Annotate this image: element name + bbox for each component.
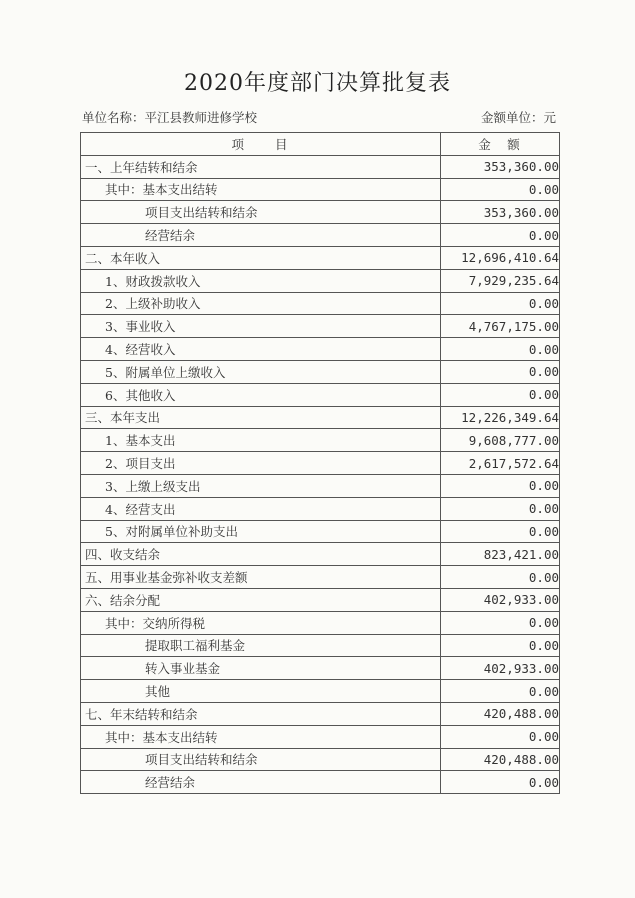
table-row [81,224,560,247]
row-item-label: 二、本年收入 [85,250,161,266]
row-item-label: 五、用事业基金弥补收支差额 [85,570,248,586]
row-item-label: 其中：交纳所得税 [105,615,206,631]
row-item-cell [81,680,441,703]
row-item-cell [81,224,441,247]
budget-approval-table [80,132,560,794]
table-row [81,383,560,406]
row-item-label: 4、经营收入 [105,342,176,358]
row-item-label: 提取职工福利基金 [145,638,246,654]
row-amount: 353,360.00 [441,155,560,178]
row-amount: 0.00 [441,680,560,703]
table-row [81,771,560,794]
row-amount: 0.00 [441,634,560,657]
row-item-label: 七、年末结转和结余 [85,706,198,722]
table-header-row [81,133,560,156]
row-item-cell [81,657,441,680]
row-item-cell [81,771,441,794]
row-amount: 0.00 [441,725,560,748]
row-item-cell [81,543,441,566]
table-row [81,155,560,178]
row-item-label: 5、附属单位上缴收入 [105,364,226,380]
row-item-label: 三、本年支出 [85,410,161,426]
table-row [81,292,560,315]
table-row [81,725,560,748]
table-row [81,338,560,361]
row-item-cell [81,474,441,497]
table-row [81,566,560,589]
row-item-cell [81,406,441,429]
currency-unit-label: 金额单位：元 [480,110,556,125]
unit-name-label: 单位名称：平江县教师进修学校 [82,110,258,125]
row-item-label: 4、经营支出 [105,501,176,517]
row-item-cell [81,360,441,383]
table-row [81,178,560,201]
row-amount: 0.00 [441,224,560,247]
table-row [81,611,560,634]
row-amount: 2,617,572.64 [441,452,560,475]
row-amount: 0.00 [441,360,560,383]
row-amount: 0.00 [441,474,560,497]
row-item-label: 2、上级补助收入 [105,296,201,312]
row-item-cell [81,338,441,361]
table-row [81,269,560,292]
table-row [81,315,560,338]
row-amount: 0.00 [441,611,560,634]
row-item-label: 其中：基本支出结转 [105,729,218,745]
row-item-cell [81,155,441,178]
row-item-cell [81,588,441,611]
table-row [81,520,560,543]
table-row [81,702,560,725]
row-item-cell [81,383,441,406]
table-row [81,360,560,383]
row-item-label: 六、结余分配 [85,592,161,608]
row-item-cell [81,566,441,589]
header-amount: 金 额 [441,133,560,156]
row-item-cell [81,246,441,269]
row-amount: 420,488.00 [441,702,560,725]
header-item: 项 目 [81,133,441,156]
table-row [81,201,560,224]
row-item-cell [81,611,441,634]
row-item-cell [81,497,441,520]
table-row [81,429,560,452]
row-item-label: 3、事业收入 [105,319,176,335]
row-amount: 0.00 [441,771,560,794]
row-item-cell [81,429,441,452]
row-item-cell [81,269,441,292]
row-item-label: 3、上缴上级支出 [105,478,201,494]
table-row [81,406,560,429]
row-amount: 9,608,777.00 [441,429,560,452]
row-item-label: 其他 [145,684,171,700]
row-item-cell [81,702,441,725]
row-item-label: 1、财政拨款收入 [105,273,201,289]
row-amount: 402,933.00 [441,657,560,680]
row-item-cell [81,634,441,657]
row-item-label: 1、基本支出 [105,433,176,449]
row-amount: 0.00 [441,520,560,543]
row-amount: 7,929,235.64 [441,269,560,292]
table-row [81,543,560,566]
table-row [81,748,560,771]
row-amount: 823,421.00 [441,543,560,566]
table-row [81,497,560,520]
row-amount: 0.00 [441,338,560,361]
table-row [81,680,560,703]
row-item-cell [81,201,441,224]
table-row [81,246,560,269]
row-amount: 12,696,410.64 [441,246,560,269]
row-item-cell [81,725,441,748]
row-item-cell [81,452,441,475]
row-amount: 0.00 [441,383,560,406]
row-item-label: 其中：基本支出结转 [105,182,218,198]
row-amount: 0.00 [441,292,560,315]
table-row [81,657,560,680]
row-item-cell [81,520,441,543]
table-row [81,474,560,497]
row-item-label: 四、收支结余 [85,547,161,563]
row-item-cell [81,315,441,338]
row-item-cell [81,748,441,771]
row-amount: 0.00 [441,566,560,589]
row-item-cell [81,178,441,201]
document-title: 2020年度部门决算批复表 [184,71,451,96]
row-amount: 4,767,175.00 [441,315,560,338]
row-item-label: 一、上年结转和结余 [85,159,198,175]
row-amount: 0.00 [441,178,560,201]
row-amount: 0.00 [441,497,560,520]
row-item-label: 项目支出结转和结余 [145,205,258,221]
row-item-cell [81,292,441,315]
row-amount: 12,226,349.64 [441,406,560,429]
table-row [81,634,560,657]
table-row [81,588,560,611]
row-item-label: 6、其他收入 [105,387,176,403]
row-amount: 353,360.00 [441,201,560,224]
row-item-label: 5、对附属单位补助支出 [105,524,238,540]
row-amount: 420,488.00 [441,748,560,771]
row-item-label: 经营结余 [145,775,196,791]
row-item-label: 转入事业基金 [145,661,221,677]
row-item-label: 经营结余 [145,228,196,244]
row-amount: 402,933.00 [441,588,560,611]
table-row [81,452,560,475]
row-item-label: 项目支出结转和结余 [145,752,258,768]
row-item-label: 2、项目支出 [105,456,176,472]
